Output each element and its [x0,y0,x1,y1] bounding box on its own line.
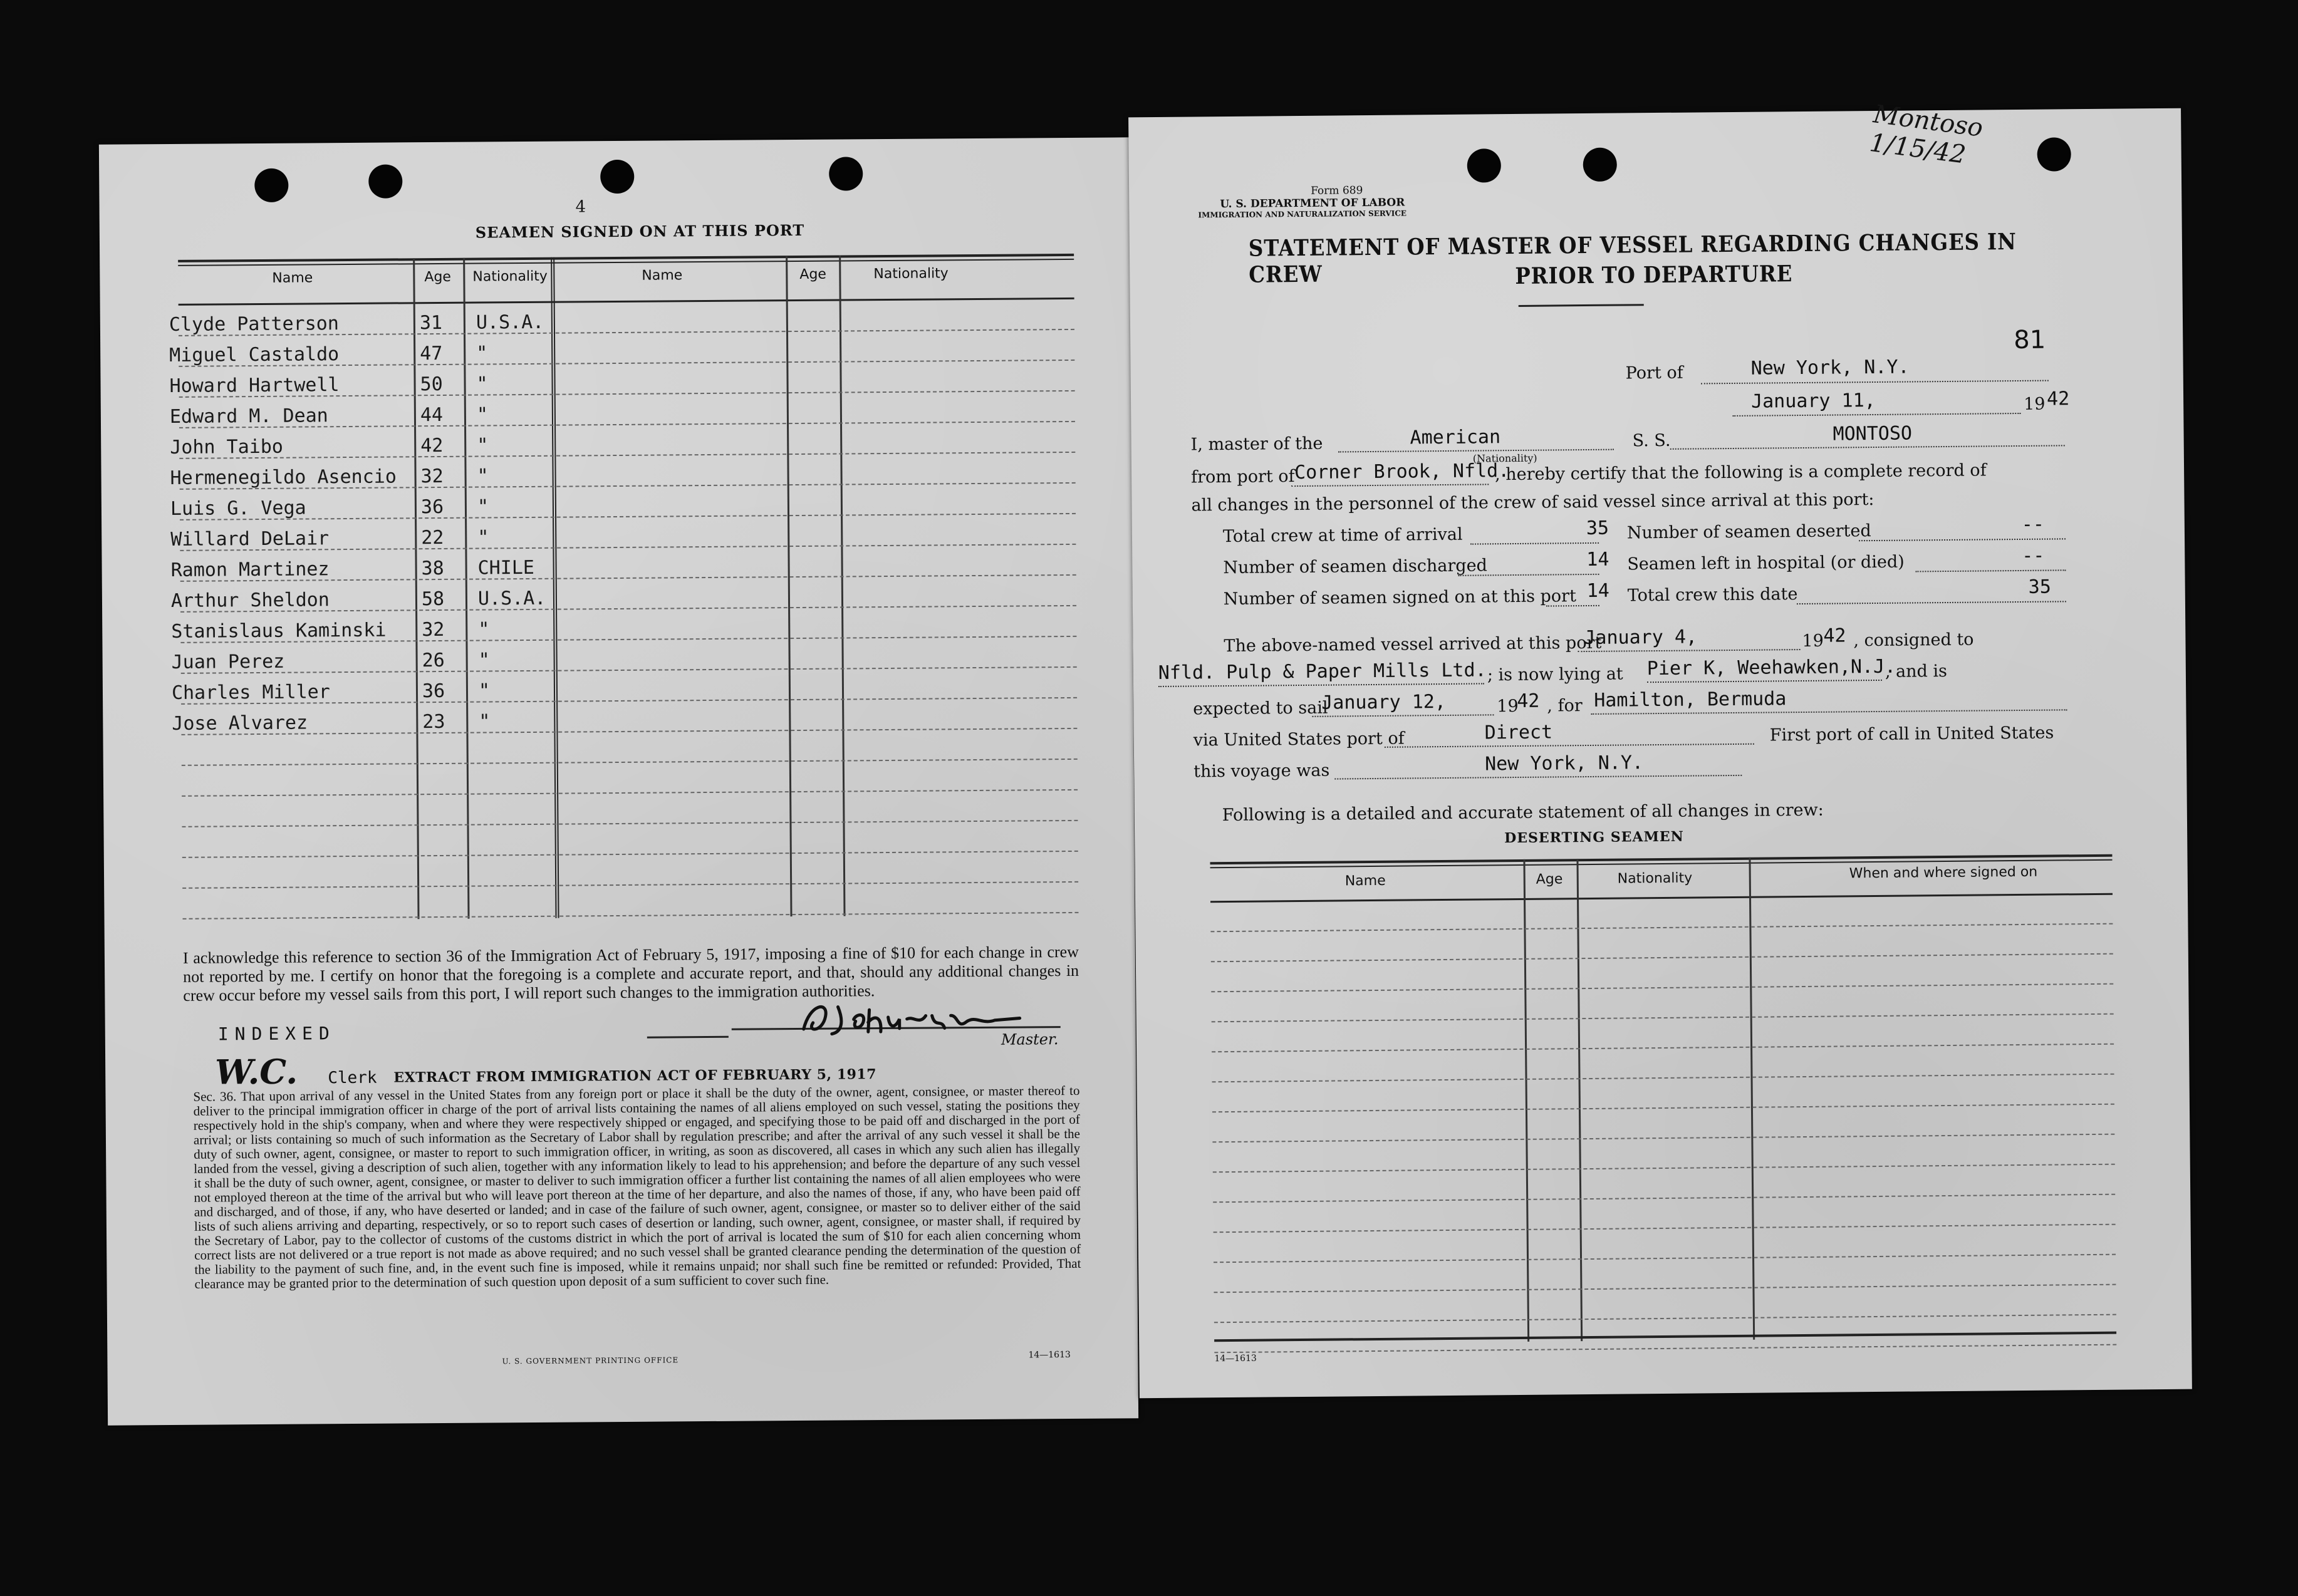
stat-label-discharged: Number of seamen discharged [1223,556,1488,578]
department: U. S. DEPARTMENT OF LABOR [1220,196,1405,211]
crew-nationality: " [477,465,489,487]
crew-nationality: " [478,649,490,671]
stat-value-deserted: -- [2021,513,2045,536]
sail-date: January 12, [1321,690,1447,714]
crew-age: 44 [420,403,444,427]
port-value: New York, N.Y. [1750,356,1910,380]
crew-name: Stanislaus Kaminski [171,619,387,643]
crew-age: 58 [421,588,445,611]
crew-nationality: U.S.A. [477,587,546,610]
this-voyage-text: this voyage was [1193,760,1330,782]
crew-age: 36 [422,680,445,703]
arrived-date: January 4, [1584,626,1698,650]
crew-nationality: " [476,373,488,395]
column-header: Name [642,267,683,284]
extract-title: EXTRACT FROM IMMIGRATION ACT OF FEBRUARY 5, 1917 [393,1066,877,1086]
crew-age: 23 [422,710,445,733]
crew-name: Hermenegildo Asencio [170,465,397,489]
crew-name: Clyde Patterson [169,313,339,336]
crew-age: 36 [420,495,444,519]
deserting-column-header: When and where signed on [1849,864,2038,882]
crew-age: 50 [420,373,443,396]
table-row [171,673,1077,710]
sail-year: 42 [1517,690,1540,712]
table-row [170,520,1076,556]
arrived-text: The above-named vessel arrived at this port [1224,633,1602,656]
table-row [170,581,1076,618]
ss-label: S. S. [1632,430,1671,451]
table-row [171,643,1077,679]
crew-name: Juan Perez [171,650,285,673]
crew-nationality: CHILE [477,556,535,579]
crew-age: 38 [421,557,444,580]
consigned-text: , consigned to [1853,630,1974,651]
stat-label-total-date: Total crew this date [1627,584,1798,606]
arrived-year: 42 [1823,624,1846,647]
stat-value-total-arrival: 35 [1586,517,1609,540]
crew-name: Luis G. Vega [170,497,306,520]
crew-nationality: " [477,434,489,457]
crew-nationality: " [479,710,491,733]
port-label: Port of [1625,363,1683,383]
crew-name: Ramon Martinez [170,558,330,581]
table-row [170,489,1076,526]
via-text: via United States port of [1193,728,1405,750]
stat-value-discharged: 14 [1586,548,1609,571]
column-header: Nationality [873,266,949,282]
for-text: , for [1547,696,1583,716]
stat-value-total-date: 35 [2028,576,2051,598]
crew-nationality: " [478,680,491,702]
deserting-column-header: Age [1536,871,1563,888]
deserting-title: DESERTING SEAMEN [1504,828,1684,847]
stat-label-deserted: Number of seamen deserted [1626,521,1871,543]
crew-nationality: " [476,403,489,426]
expected-text: expected to sail [1193,698,1328,719]
column-header: Nationality [472,268,548,285]
year-prefix: 19 [2024,394,2046,414]
certify-text: , hereby certify that the following is a complete record of [1494,460,1987,485]
crew-age: 42 [420,434,444,457]
punch-hole [600,160,634,194]
crew-age: 32 [420,465,444,488]
crew-signed-on-table [169,254,1078,921]
punch-hole [2037,137,2071,171]
first-port-text: First port of call in United States [1769,723,2054,745]
stat-value-signed-on: 14 [1586,579,1610,603]
table-row [170,551,1076,587]
year-value: 42 [2046,388,2070,410]
crew-age: 22 [421,526,444,549]
crew-name: Edward M. Dean [169,405,328,428]
vessel-name: MONTOSO [1833,422,1913,445]
form-number: Form 689 [1311,184,1363,197]
column-header: Age [799,266,827,282]
crew-name: Charles Miller [171,681,330,704]
punch-hole [1583,148,1617,182]
title-line-1: STATEMENT OF MASTER OF VESSEL REGARDING CHANGES IN CREW [1248,229,2017,288]
and-is-text: , and is [1885,661,1948,681]
following-text: Following is a detailed and accurate statement of all changes in crew: [1222,800,1824,826]
page-mark: 81 [2014,325,2046,355]
crew-nationality: U.S.A. [476,311,544,334]
crew-age: 26 [422,649,445,672]
deserting-column-header: Nationality [1617,870,1693,887]
table-row [169,305,1074,341]
stat-label-hospital: Seamen left in hospital (or died) [1627,552,1905,574]
destination: Hamilton, Bermuda [1594,688,1787,712]
via-value: Direct [1484,721,1553,744]
master-of-label: I, master of the [1190,433,1323,455]
nationality-caption: (Nationality) [1472,452,1537,465]
crew-name: Howard Hartwell [169,374,340,397]
from-port-value: Corner Brook, Nfld. [1294,460,1510,484]
stat-value-hospital: -- [2022,544,2045,567]
punch-hole [254,168,288,202]
form-code: 14—1613 [1214,1353,1257,1364]
column-header: Age [424,269,452,286]
statute-text: Sec. 36. That upon arrival of any vessel in the United States from any foreign port or place it shall be the duty of the owner, agent, consignee, or master thereof to deliver to the principal immigration officer in charge of the port of arrival lists containing the names of all aliens employed on such vessel, stating the positions they respectively hold in the ship's company, when and where they were respectively shipped or engaged, and specifying those to be paid off and discharged in the port of arrival; or lists containing so much of such information as the Secretary of Labor shall by regulation prescribe; and after the arrival of any such vessel it shall be the duty of such owner, agent, consignee, or master to report to such immigration officer, in writing, as soon as discovered, all cases in which any such alien has illegally landed from the vessel, giving a description of such alien, together with any information likely to lead to his apprehension; and before the departure of any such vessel it shall be the duty of such owner, agent, consignee, or master to deliver to such immigration officer a further list containing the names of all alien employees who were not employed thereon at the time of the arrival but who will leave port thereon at the time of her departure, and also the names of those, if any, who have been paid off and discharged, and of those, if any, who have deserted or landed; and in case of the failure of such owner, agent, consignee, or master so to deliver either of the said lists of such aliens arriving and departing, respectively, or so to report such cases of desertion or landing, such owner, agent, consignee, or master shall, if required by the Secretary of Labor, pay to the collector of customs of the customs district in which the port of arrival is located the sum of $10 for each alien concerning whom correct lists are not delivered or a true report is not made as above required; and no such vessel shall be granted clearance pending the determination of the question of the liability to the payment of such fine, and, in the event such fine is imposed, while it remains unpaid; nor shall such fine be remitted or refunded: Provided, That clearance may be granted prior to the determination of such question upon deposit of a sum sufficient to cover such fine. [193,1082,1081,1292]
deserting-seamen-table [1210,854,2116,1345]
table-row [170,459,1075,495]
crew-nationality: " [478,618,490,641]
title-line-2: PRIOR TO DEPARTURE [1515,261,1793,289]
crew-name: Miguel Castaldo [169,343,340,366]
form-code: 14—1613 [1028,1349,1071,1360]
crew-age: 47 [420,342,443,365]
punch-hole [368,164,402,198]
page-number: 4 [575,197,586,217]
left-page [99,137,1138,1425]
master-label: Master. [1001,1030,1059,1049]
table-row [169,336,1074,372]
from-port-label: from port of [1190,467,1295,487]
clerk-label: Clerk [328,1068,377,1088]
section-title: SEAMEN SIGNED ON AT THIS PORT [475,220,805,242]
consignee: Nfld. Pulp & Paper Mills Ltd. [1158,659,1487,684]
table-row [170,428,1075,464]
column-header: Name [272,270,313,286]
punch-hole [829,157,863,190]
crew-nationality: " [477,495,489,518]
crew-name: John Taibo [170,435,284,459]
printing-office: U. S. GOVERNMENT PRINTING OFFICE [502,1355,679,1366]
table-row [172,704,1077,740]
crew-name: Willard DeLair [170,527,330,551]
certify-text-2: all changes in the personnel of the crew of said vessel since arrival at this port: [1191,490,1874,516]
stat-label-signed-on: Number of seamen signed on at this port [1223,586,1577,609]
clerk-initials: W.C. [215,1051,298,1092]
stat-label-total-arrival: Total crew at time of arrival [1222,524,1463,547]
indexed-stamp: INDEXED [217,1023,336,1045]
date-value: January 11, [1750,389,1876,413]
deserting-column-header: Name [1344,873,1386,889]
table-row [169,366,1074,403]
punch-hole [1467,148,1501,182]
crew-name: Jose Alvarez [172,712,308,735]
crew-nationality: " [476,342,488,365]
crew-age: 31 [419,311,443,334]
lying-at: Pier K, Weehawken,N.J. [1646,655,1896,680]
arrived-year-prefix: 19 [1802,631,1824,651]
nationality-value: American [1410,426,1501,449]
first-port-value: New York, N.Y. [1484,752,1644,775]
crew-age: 32 [422,618,445,641]
right-page [1128,100,2192,1399]
crew-nationality: " [477,526,489,549]
lying-text: ; is now lying at [1487,664,1623,685]
table-row [171,612,1076,648]
service: IMMIGRATION AND NATURALIZATION SERVICE [1198,209,1407,220]
table-row [169,397,1075,433]
handwritten-corner-note: Montoso 1/15/42 [1868,100,1985,170]
acknowledgement-text: I acknowledge this reference to section 36 of the Immigration Act of February 5, 1917, imposing a fine of $10 for each change in crew not reported by me. I certify on honor that the foregoing is a complete and accurate report, and that, should any additional changes in crew occur before my vessel sails from this port, I will report such changes to the immigration authorities. [182,942,1079,1005]
crew-name: Arthur Sheldon [170,589,330,612]
sail-year-prefix: 19 [1497,696,1519,717]
